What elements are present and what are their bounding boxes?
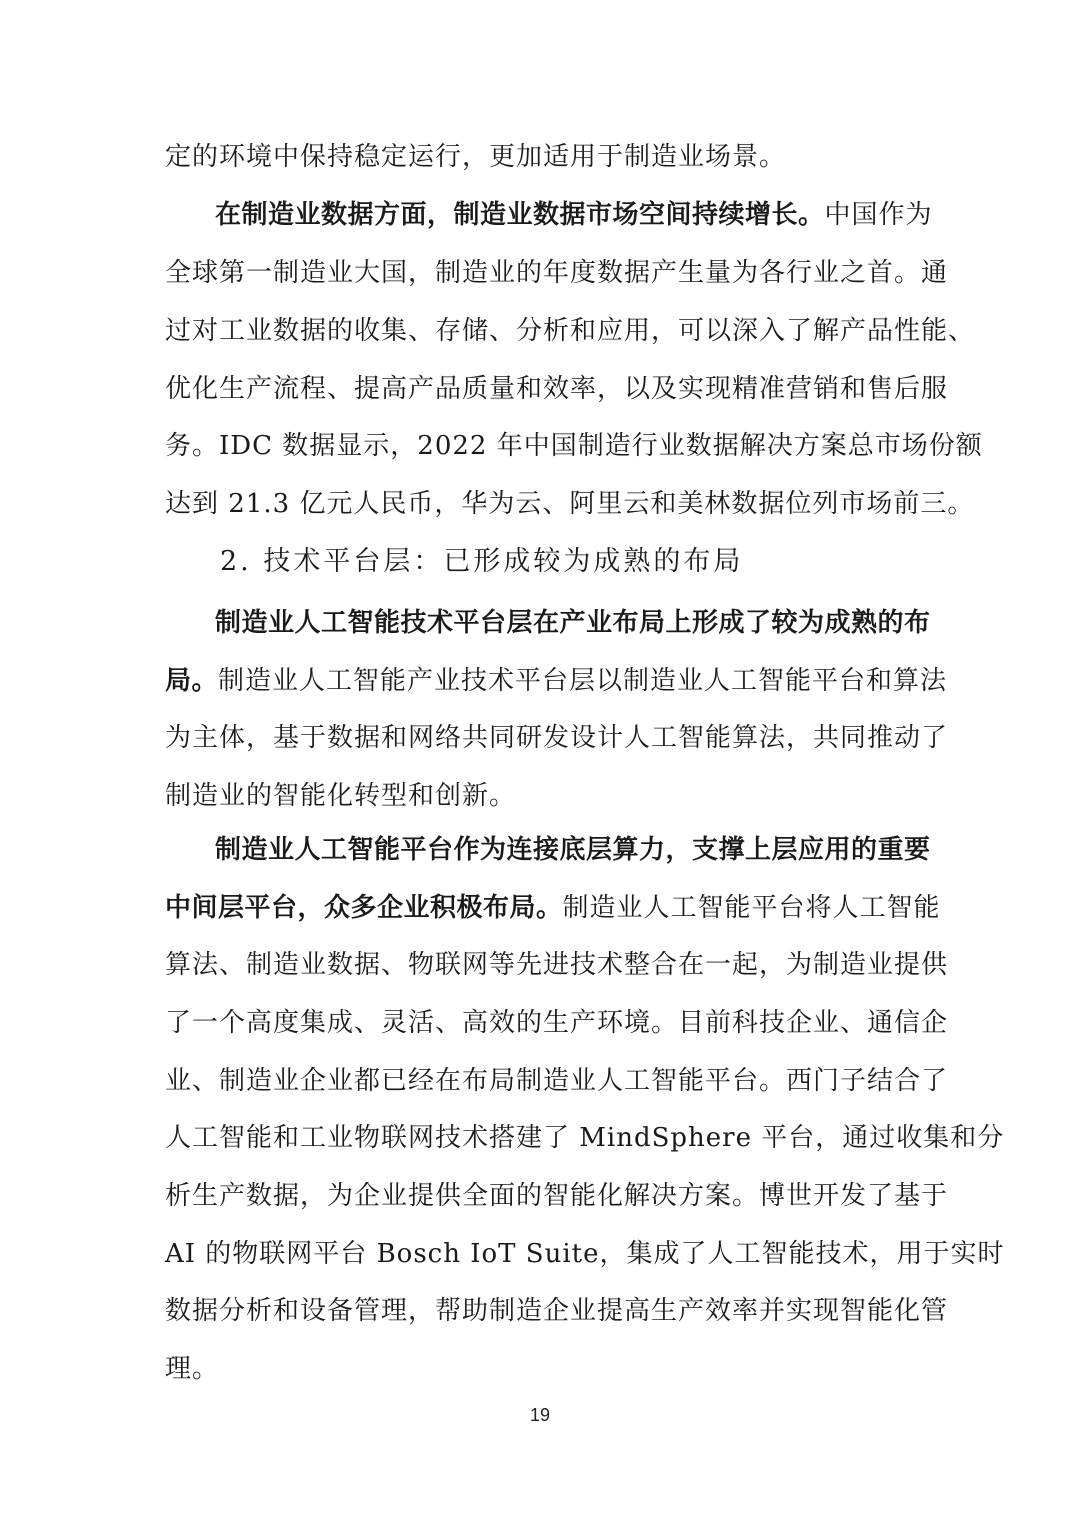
text-span: 制造业的智能化转型和创新。 <box>165 781 517 811</box>
text-span: 了一个高度集成、灵活、高效的生产环境。目前科技企业、通信企 <box>165 1008 949 1038</box>
text-line <box>165 1352 925 1386</box>
text-line <box>165 372 949 406</box>
text-line <box>165 1064 949 1098</box>
text-span: 优化生产流程、提高产品质量和效率，以及实现精准营销和售后服 <box>165 374 949 404</box>
text-span: 中国作为 <box>824 200 933 230</box>
text-line <box>165 1294 949 1328</box>
text-line <box>165 314 976 348</box>
text-span: 为主体，基于数据和网络共同研发设计人工智能算法，共同推动了 <box>165 723 949 753</box>
paragraph-middle-layer-line-1 <box>215 833 931 867</box>
text-span: 定的环境中保持稳定运行，更加适用于制造业场景。 <box>165 142 787 172</box>
paragraph-platform-line-1 <box>215 606 931 640</box>
text-span: 理。 <box>165 1354 220 1384</box>
paragraph-lead-bold: 制造业人工智能技术平台层在产业布局上形成了较为成熟的布 <box>215 608 931 638</box>
text-span: 人工智能和工业物联网技术搭建了 MindSphere 平台，通过收集和分 <box>165 1123 1005 1153</box>
text-span: 务。IDC 数据显示，2022 年中国制造行业数据解决方案总市场份额 <box>165 431 983 461</box>
page-number: 19 <box>529 1405 551 1425</box>
text-line <box>165 721 949 755</box>
section-heading: 2. 技术平台层：已形成较为成熟的布局 <box>220 546 744 577</box>
text-line <box>165 891 941 925</box>
paragraph-data-line-1 <box>215 198 933 232</box>
text-line <box>165 1179 949 1213</box>
text-span: 析生产数据，为企业提供全面的智能化解决方案。博世开发了基于 <box>165 1181 949 1211</box>
paragraph-lead-bold: 局。 <box>165 666 219 696</box>
text-line <box>165 429 983 463</box>
text-line <box>165 1121 1005 1155</box>
text-line <box>165 1006 949 1040</box>
text-span: 制造业人工智能产业技术平台层以制造业人工智能平台和算法 <box>218 666 948 696</box>
text-span: 达到 21.3 亿元人民币，华为云、阿里云和美林数据位列市场前三。 <box>165 489 975 519</box>
text-line <box>165 256 949 290</box>
paragraph-lead-bold: 中间层平台，众多企业积极布局。 <box>165 893 563 923</box>
text-span: 过对工业数据的收集、存储、分析和应用，可以深入了解产品性能、 <box>165 316 976 346</box>
text-line <box>165 1237 1005 1271</box>
text-line <box>165 664 948 698</box>
paragraph-lead-bold: 制造业人工智能平台作为连接底层算力，支撑上层应用的重要 <box>215 835 931 865</box>
text-span: 全球第一制造业大国，制造业的年度数据产生量为各行业之首。通 <box>165 258 949 288</box>
text-span: 业、制造业企业都已经在布局制造业人工智能平台。西门子结合了 <box>165 1066 949 1096</box>
text-span: 制造业人工智能平台将人工智能 <box>562 893 941 923</box>
paragraph-lead-bold: 在制造业数据方面，制造业数据市场空间持续增长。 <box>215 200 825 230</box>
text-line <box>165 487 975 521</box>
text-line <box>165 779 925 813</box>
text-span: 算法、制造业数据、物联网等先进技术整合在一起，为制造业提供 <box>165 950 949 980</box>
text-span: 数据分析和设备管理，帮助制造企业提高生产效率并实现智能化管 <box>165 1296 949 1326</box>
text-line <box>165 140 925 174</box>
text-span: AI 的物联网平台 Bosch IoT Suite，集成了人工智能技术，用于实时 <box>165 1239 1005 1269</box>
text-line <box>165 948 949 982</box>
